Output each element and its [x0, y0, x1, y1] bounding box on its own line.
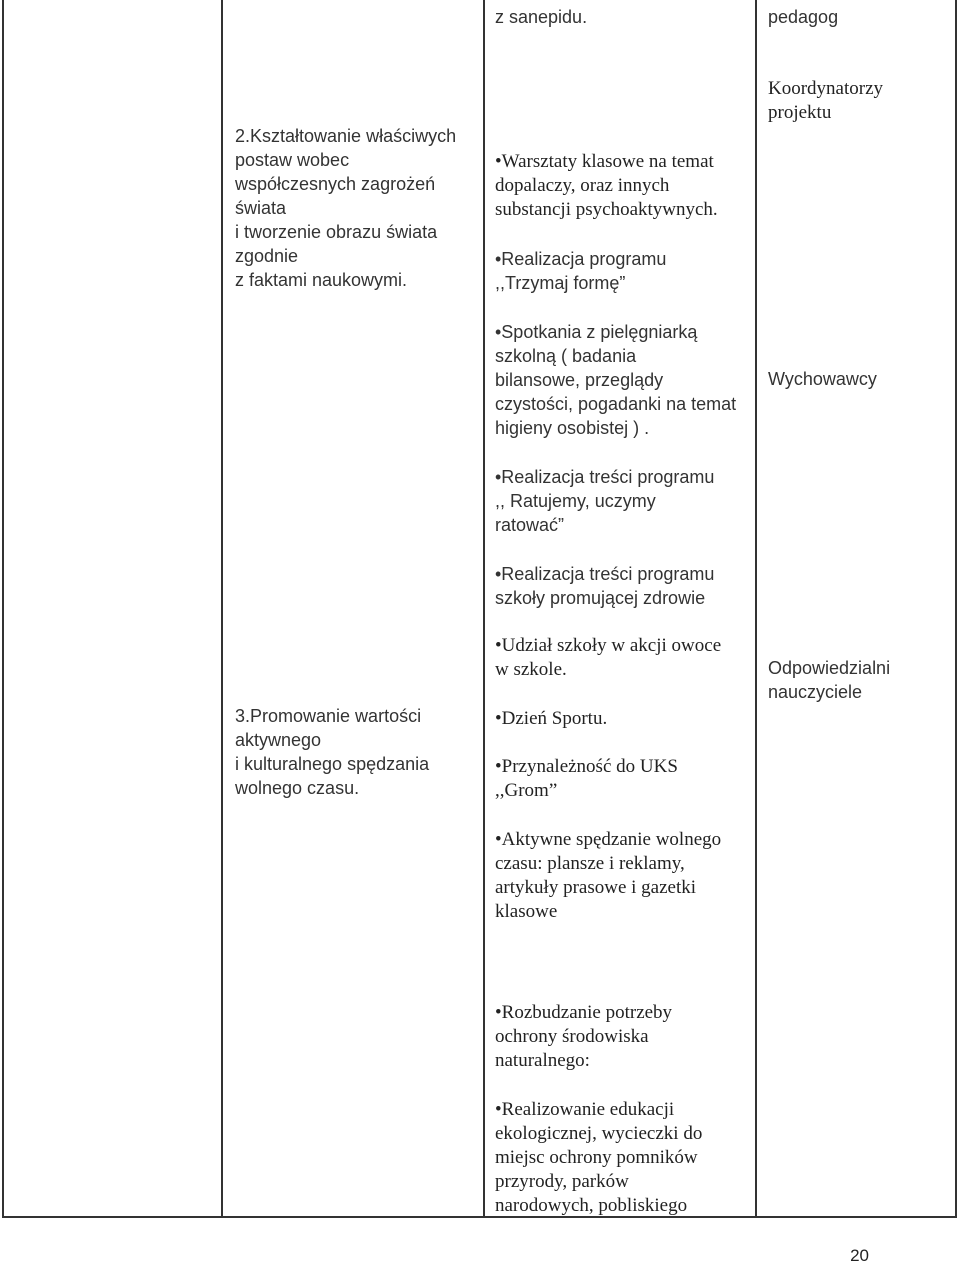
activity-2-2: •Realizacja programu ,,Trzymaj formę” — [495, 249, 667, 293]
plan-table — [2, 0, 957, 1218]
column-divider-1 — [221, 0, 223, 1218]
responsible-3: Odpowiedzialni nauczyciele — [768, 658, 891, 702]
responsible-2-coordinators: Koordynatorzy projektu — [768, 78, 884, 123]
goal-2: 2.Kształtowanie właściwych postaw wobec współczesnych zagrożeń świata i tworzenie obrazu świata zgodnie z faktami naukowymi. — [235, 126, 457, 290]
activity-3-1: •Udział szkoły w akcji owoce w szkole. — [495, 635, 722, 680]
goal-3: 3.Promowanie wartości aktywnego i kulturalnego spędzania wolnego czasu. — [235, 706, 430, 798]
responsible-cell-top: pedagog — [768, 7, 839, 27]
activity-2-4: •Realizacja treści programu ,, Ratujemy, uczymy ratować” — [495, 467, 715, 535]
activity-2-3: •Spotkania z pielęgniarką szkolną ( badania bilansowe, przeglądy czystości, pogadanki na temat higieny osobistej ) . — [495, 322, 737, 438]
activity-3-4: •Aktywne spędzanie wolnego czasu: plansze i reklamy, artykuły prasowe i gazetki klasowe — [495, 829, 722, 922]
responsible-2-tutors: Wychowawcy — [768, 369, 877, 389]
column-divider-3 — [755, 0, 757, 1218]
activity-cell-top: z sanepidu. — [495, 7, 588, 27]
activity-3-2: •Dzień Sportu. — [495, 708, 608, 729]
activity-3-3: •Przynależność do UKS ,,Grom” — [495, 756, 678, 801]
activity-2-5: •Realizacja treści programu szkoły promującej zdrowie — [495, 564, 715, 608]
column-divider-2 — [483, 0, 485, 1218]
activity-3-6: •Realizowanie edukacji ekologicznej, wycieczki do miejsc ochrony pomników przyrody, parków narodowych, pobliskiego — [495, 1099, 703, 1216]
activity-2-1: •Warsztaty klasowe na temat dopalaczy, oraz innych substancji psychoaktywnych. — [495, 151, 718, 220]
activity-3-5: •Rozbudzanie potrzeby ochrony środowiska naturalnego: — [495, 1002, 673, 1071]
page-number: 20 — [850, 1246, 869, 1265]
